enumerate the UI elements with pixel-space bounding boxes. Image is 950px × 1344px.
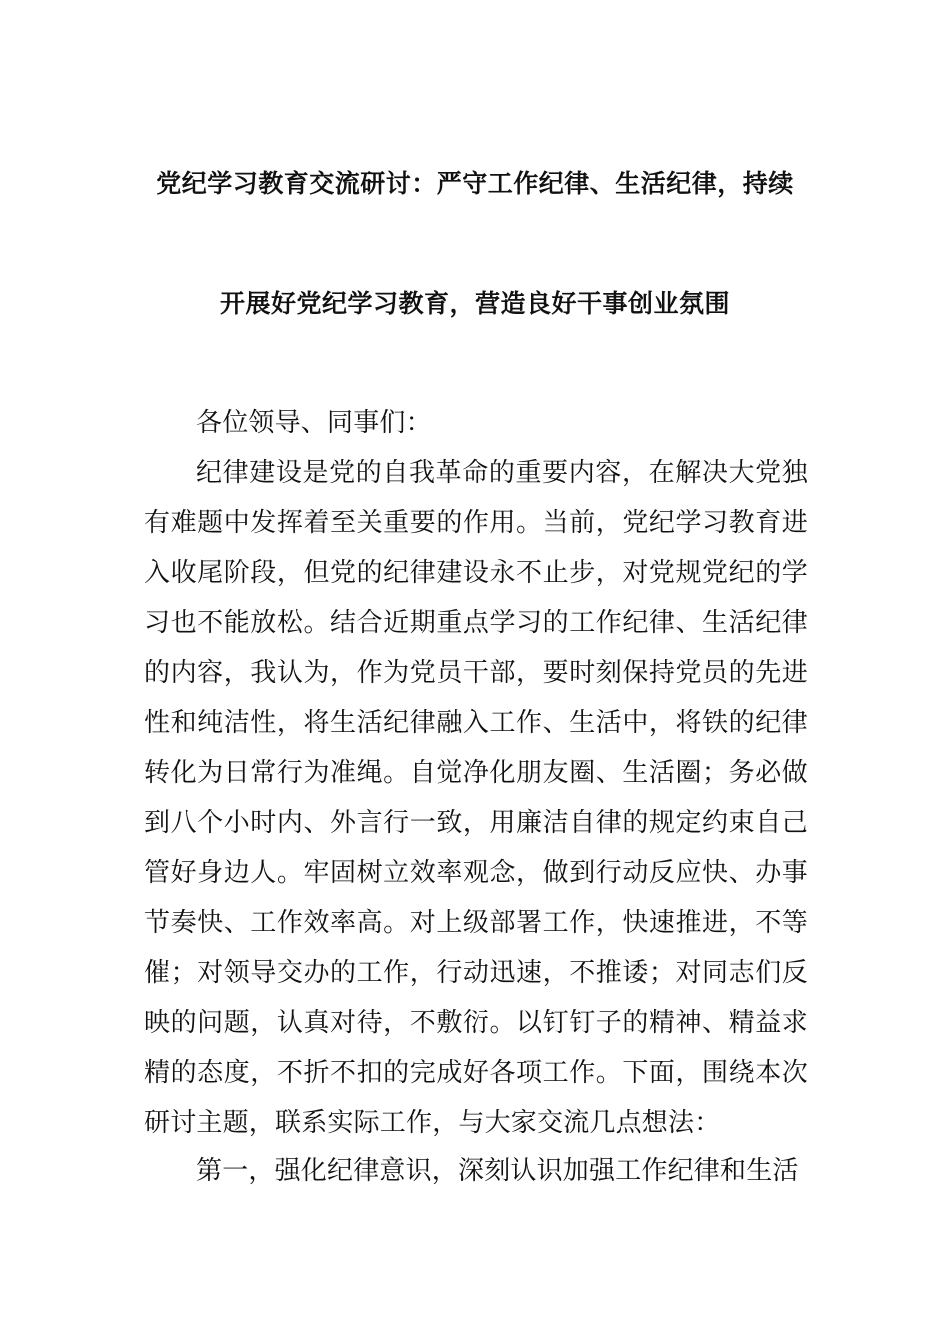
paragraph-1-text: 纪律建设是党的自我革命的重要内容，在解决大党独有难题中发挥着至关重要的作用。当前，党纪学习教育进入收尾阶段，但党的纪律建设永不止步，对党规党纪的学习也不能放松。结合近期重点学习的工作纪律、生活纪律的内容，我认为，作为党员干部，要时刻保持党员的先进性和纯洁性，将生活纪律融入工作、生活中，将铁的纪律转化为日常行为准绳。自觉净化朋友圈、生活圈；务必做到八个小时内、外言行一致，用廉洁自律的规定约束自己管好身边人。牢固树立效率观念，做到行动反应快、办事节奏快、工作效率高。对上级部署工作，快速推进，不等催；对领导交办的工作，行动迅速，不推诿；对同志们反映的问题，认真对待，不敷衍。以钉钉子的精神、精益求精的态度，不折不扣的完成好各项工作。下面，围绕本次研讨主题，联系实际工作，与大家交流几点想法： <box>144 458 808 1138</box>
document-title-line-1: 党纪学习教育交流研讨：严守工作纪律、生活纪律，持续 <box>156 169 794 198</box>
paragraph-2 <box>144 1146 808 1196</box>
greeting <box>144 398 808 448</box>
greeting-text: 各位领导、同事们： <box>196 408 432 438</box>
document-title-line-2: 开展好党纪学习教育，营造良好干事创业氛围 <box>219 289 730 318</box>
paragraph-1 <box>144 448 808 1148</box>
paragraph-2-text: 第一，强化纪律意识，深刻认识加强工作纪律和生活 <box>196 1156 799 1186</box>
